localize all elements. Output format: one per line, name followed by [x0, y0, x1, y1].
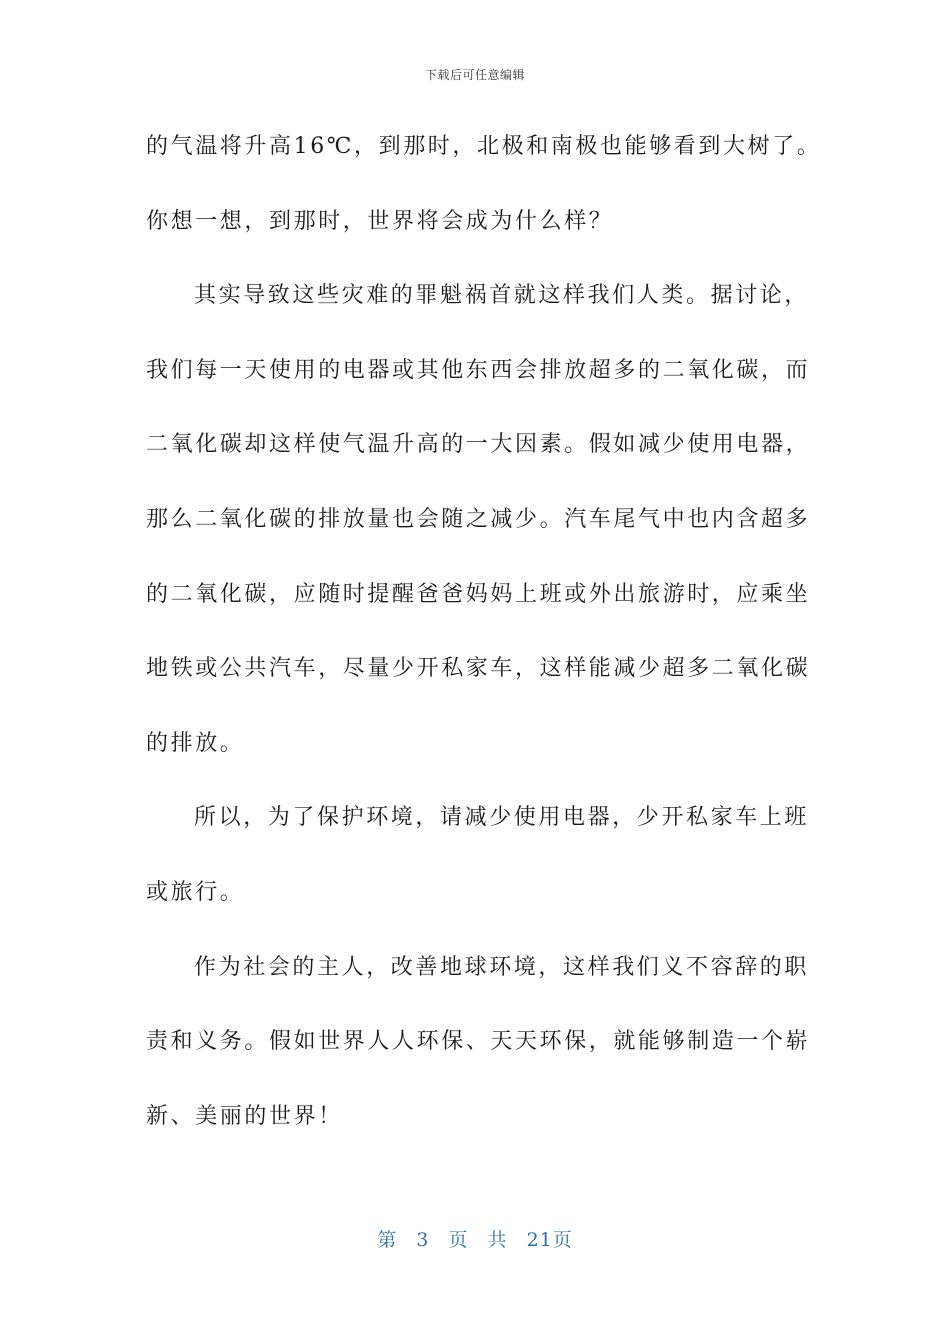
footer-page-label: 第: [377, 1229, 398, 1251]
paragraph-line: 或旅行。: [146, 879, 245, 905]
paragraph-line: 其实导致这些灾难的罪魁祸首就这样我们人类。据讨论，: [194, 283, 810, 309]
footer-total-label: 共: [487, 1229, 508, 1251]
paragraph-line: 新、美丽的世界！: [146, 1103, 343, 1129]
paragraph-line: 二氧化碳却这样使气温升高的一大因素。假如减少使用电器，: [146, 432, 811, 458]
paragraph-line: 的排放。: [146, 730, 245, 756]
paragraph-line: 的二氧化碳，应随时提醒爸爸妈妈上班或外出旅游时，应乘坐: [146, 581, 811, 607]
page-number-footer: [0, 1225, 950, 1252]
paragraph-line: 那么二氧化碳的排放量也会随之减少。汽车尾气中也内含超多: [146, 506, 811, 532]
paragraph-line: 你想一想，到那时，世界将会成为什么样？: [146, 208, 614, 234]
document-body: [146, 110, 822, 1154]
footer-total-pages: 21页: [526, 1229, 573, 1251]
paragraph-line: 责和义务。假如世界人人环保、天天环保，就能够制造一个崭: [146, 1029, 811, 1055]
footer-page-unit: 页: [448, 1229, 469, 1251]
paragraph-line: 所以，为了保护环境，请减少使用电器，少开私家车上班: [194, 805, 810, 831]
paragraph-line: 作为社会的主人，改善地球环境，这样我们义不容辞的职: [194, 954, 810, 980]
footer-current-page: 3: [416, 1229, 430, 1251]
paragraph-line: 我们每一天使用的电器或其他东西会排放超多的二氧化碳，而: [146, 357, 811, 383]
download-edit-note: 下载后可任意编辑: [424, 68, 525, 82]
paragraph-line: 地铁或公共汽车，尽量少开私家车，这样能减少超多二氧化碳: [146, 656, 811, 682]
paragraph-line: 的气温将升高16℃，到那时，北极和南极也能够看到大树了。: [146, 134, 822, 159]
